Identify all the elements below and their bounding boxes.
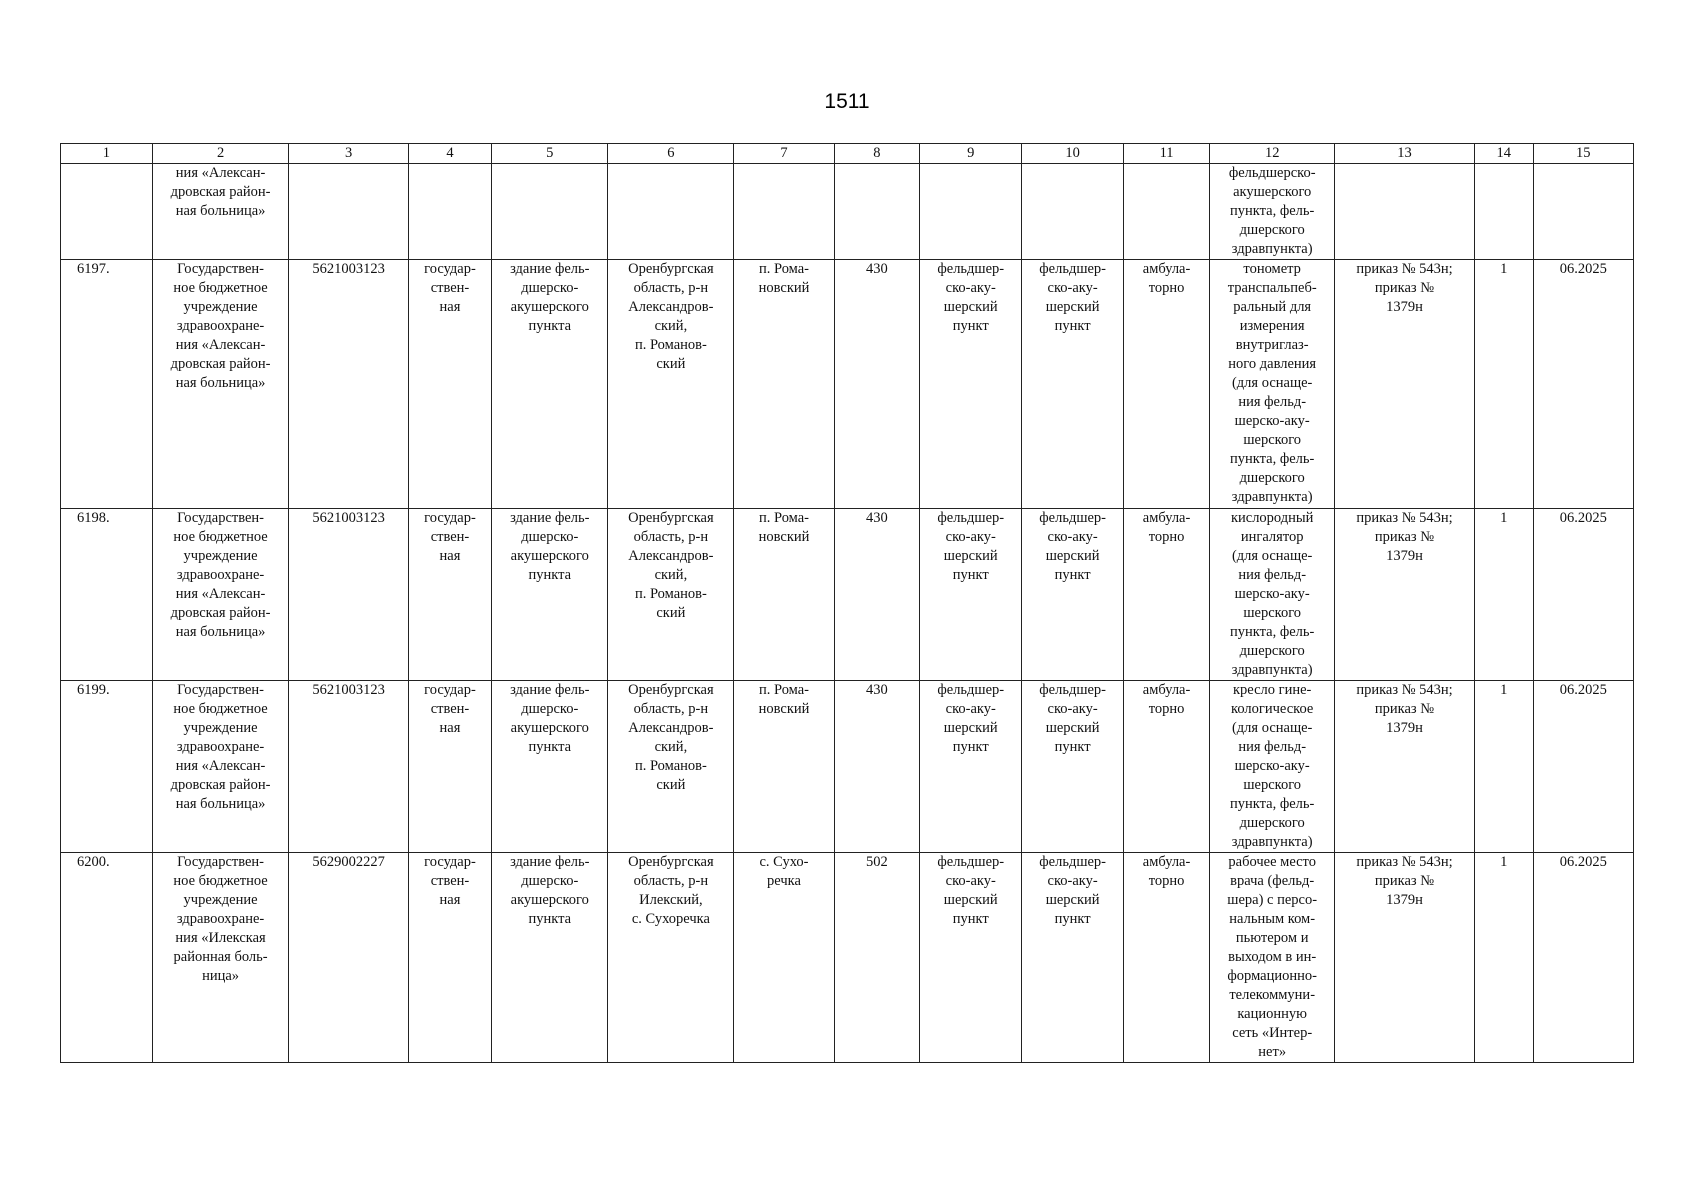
- population-cell: [834, 164, 919, 260]
- row-number-cell: 6197.: [61, 260, 153, 509]
- table-row: [61, 509, 1634, 681]
- population-cell: 502: [834, 853, 919, 1063]
- column-number-header: 7: [734, 144, 834, 164]
- care-condition-cell: амбула- торно: [1123, 509, 1209, 681]
- facility-type-cell: фельдшер- ско-аку- шерский пункт: [920, 681, 1022, 853]
- column-number-header: 14: [1474, 144, 1533, 164]
- equipment-cell: тонометр транспальпеб- ральный для измерения внутриглаз- ного давления (для оснаще- ния фельд- шерско-аку- шерского пункта, фель- дшерского здравпункта): [1210, 260, 1335, 509]
- row-number-cell: [61, 164, 153, 260]
- care-condition-cell: амбула- торно: [1123, 681, 1209, 853]
- column-number-header: 9: [920, 144, 1022, 164]
- equipment-cell: кресло гине- кологическое (для оснаще- ния фельд- шерско-аку- шерского пункта, фель- дшерского здравпункта): [1210, 681, 1335, 853]
- unit-type-cell: фельдшер- ско-аку- шерский пункт: [1022, 260, 1123, 509]
- unit-type-cell: фельдшер- ско-аку- шерский пункт: [1022, 681, 1123, 853]
- column-number-header: 15: [1533, 144, 1633, 164]
- row-number-cell: 6200.: [61, 853, 153, 1063]
- date-cell: 06.2025: [1533, 260, 1633, 509]
- address-cell: Оренбургская область, р-н Александров- ский, п. Романов- ский: [608, 681, 734, 853]
- building-cell: здание фель- дшерско- акушерского пункта: [492, 681, 608, 853]
- organization-cell: Государствен- ное бюджетное учреждение здравоохране- ния «Алексан- дровская район- ная больница»: [152, 260, 289, 509]
- inn-cell: 5629002227: [289, 853, 409, 1063]
- date-cell: [1533, 164, 1633, 260]
- inn-cell: [289, 164, 409, 260]
- column-number-header: 13: [1335, 144, 1475, 164]
- building-cell: [492, 164, 608, 260]
- date-cell: 06.2025: [1533, 509, 1633, 681]
- registry-table: [60, 143, 1634, 1063]
- settlement-cell: п. Рома- новский: [734, 681, 834, 853]
- building-cell: здание фель- дшерско- акушерского пункта: [492, 853, 608, 1063]
- order-reference-cell: приказ № 543н; приказ № 1379н: [1335, 509, 1475, 681]
- ownership-cell: [408, 164, 491, 260]
- organization-cell: Государствен- ное бюджетное учреждение здравоохране- ния «Алексан- дровская район- ная больница»: [152, 681, 289, 853]
- inn-cell: 5621003123: [289, 681, 409, 853]
- settlement-cell: п. Рома- новский: [734, 260, 834, 509]
- column-number-header: 10: [1022, 144, 1123, 164]
- date-cell: 06.2025: [1533, 853, 1633, 1063]
- settlement-cell: п. Рома- новский: [734, 509, 834, 681]
- column-number-header: 8: [834, 144, 919, 164]
- quantity-cell: 1: [1474, 853, 1533, 1063]
- quantity-cell: 1: [1474, 260, 1533, 509]
- organization-cell: Государствен- ное бюджетное учреждение здравоохране- ния «Илекская районная боль- ница»: [152, 853, 289, 1063]
- table-row: [61, 681, 1634, 853]
- row-number-cell: 6199.: [61, 681, 153, 853]
- column-number-header: 1: [61, 144, 153, 164]
- order-reference-cell: [1335, 164, 1475, 260]
- facility-type-cell: [920, 164, 1022, 260]
- row-number-cell: 6198.: [61, 509, 153, 681]
- column-number-header: 11: [1123, 144, 1209, 164]
- address-cell: [608, 164, 734, 260]
- column-number-header: 2: [152, 144, 289, 164]
- order-reference-cell: приказ № 543н; приказ № 1379н: [1335, 260, 1475, 509]
- building-cell: здание фель- дшерско- акушерского пункта: [492, 260, 608, 509]
- table-row-continuation: [61, 164, 1634, 260]
- care-condition-cell: амбула- торно: [1123, 260, 1209, 509]
- unit-type-cell: фельдшер- ско-аку- шерский пункт: [1022, 509, 1123, 681]
- page-number: 1511: [824, 90, 870, 113]
- care-condition-cell: [1123, 164, 1209, 260]
- address-cell: Оренбургская область, р-н Илекский, с. Сухоречка: [608, 853, 734, 1063]
- ownership-cell: государ- ствен- ная: [408, 260, 491, 509]
- facility-type-cell: фельдшер- ско-аку- шерский пункт: [920, 853, 1022, 1063]
- ownership-cell: государ- ствен- ная: [408, 509, 491, 681]
- organization-cell: Государствен- ное бюджетное учреждение здравоохране- ния «Алексан- дровская район- ная больница»: [152, 509, 289, 681]
- address-cell: Оренбургская область, р-н Александров- ский, п. Романов- ский: [608, 260, 734, 509]
- care-condition-cell: амбула- торно: [1123, 853, 1209, 1063]
- column-number-header: 3: [289, 144, 409, 164]
- population-cell: 430: [834, 509, 919, 681]
- facility-type-cell: фельдшер- ско-аку- шерский пункт: [920, 260, 1022, 509]
- population-cell: 430: [834, 260, 919, 509]
- column-number-row: [61, 144, 1634, 164]
- unit-type-cell: [1022, 164, 1123, 260]
- table-row: [61, 853, 1634, 1063]
- column-number-header: 12: [1210, 144, 1335, 164]
- ownership-cell: государ- ствен- ная: [408, 681, 491, 853]
- unit-type-cell: фельдшер- ско-аку- шерский пункт: [1022, 853, 1123, 1063]
- date-cell: 06.2025: [1533, 681, 1633, 853]
- address-cell: Оренбургская область, р-н Александров- ский, п. Романов- ский: [608, 509, 734, 681]
- inn-cell: 5621003123: [289, 260, 409, 509]
- settlement-cell: с. Сухо- речка: [734, 853, 834, 1063]
- quantity-cell: 1: [1474, 681, 1533, 853]
- equipment-cell: фельдшерско- акушерского пункта, фель- дшерского здравпункта): [1210, 164, 1335, 260]
- settlement-cell: [734, 164, 834, 260]
- quantity-cell: [1474, 164, 1533, 260]
- equipment-cell: кислородный ингалятор (для оснаще- ния фельд- шерско-аку- шерского пункта, фель- дшерского здравпункта): [1210, 509, 1335, 681]
- organization-cell: ния «Алексан- дровская район- ная больница»: [152, 164, 289, 260]
- column-number-header: 6: [608, 144, 734, 164]
- inn-cell: 5621003123: [289, 509, 409, 681]
- facility-type-cell: фельдшер- ско-аку- шерский пункт: [920, 509, 1022, 681]
- population-cell: 430: [834, 681, 919, 853]
- column-number-header: 5: [492, 144, 608, 164]
- equipment-cell: рабочее место врача (фельд- шера) с персо- нальным ком- пьютером и выходом в ин- формационно- телекоммуни- кационную сеть «Интер- нет»: [1210, 853, 1335, 1063]
- ownership-cell: государ- ствен- ная: [408, 853, 491, 1063]
- table-row: [61, 260, 1634, 509]
- building-cell: здание фель- дшерско- акушерского пункта: [492, 509, 608, 681]
- order-reference-cell: приказ № 543н; приказ № 1379н: [1335, 681, 1475, 853]
- column-number-header: 4: [408, 144, 491, 164]
- quantity-cell: 1: [1474, 509, 1533, 681]
- order-reference-cell: приказ № 543н; приказ № 1379н: [1335, 853, 1475, 1063]
